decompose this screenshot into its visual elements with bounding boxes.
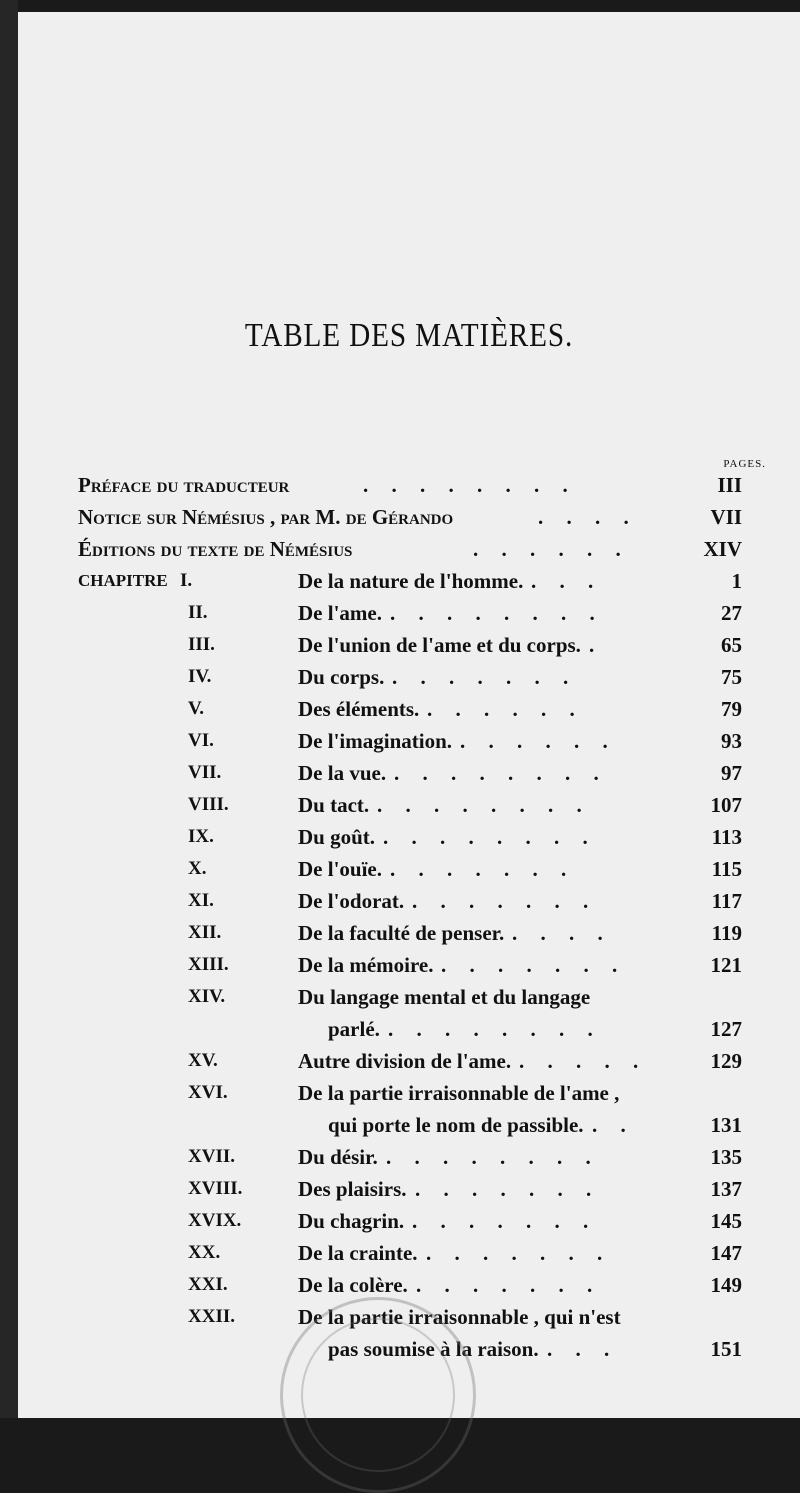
chapter-numeral: XVIX. — [188, 1210, 242, 1231]
chapter-title: Du chagrin. — [298, 1209, 405, 1233]
chapter-numeral: XXI. — [188, 1274, 228, 1295]
leader-dots: . . . . . . — [427, 697, 584, 721]
leader-dots: . . . . . . . . — [386, 1145, 600, 1169]
leader-dots: . . . . . . . — [390, 857, 576, 881]
page-number: 117 — [711, 889, 742, 913]
chapter-numeral: VIII. — [188, 794, 229, 815]
leader-dots: . . . . . . . . — [363, 473, 577, 497]
page-number: 121 — [710, 953, 742, 977]
chapter-title: De la colère. — [298, 1273, 408, 1297]
chapter-title: Du tact. — [298, 793, 370, 817]
chapter-title: De la faculté de penser. — [298, 921, 505, 945]
chapter-numeral: XV. — [188, 1050, 218, 1071]
chapter-numeral: VII. — [188, 762, 222, 783]
leader-dots: . . . . — [512, 921, 612, 945]
leader-dots: . . . — [547, 1337, 619, 1361]
page-number: 137 — [710, 1177, 742, 1201]
entry-title: Notice sur Némésius , par M. de Gérando — [78, 505, 454, 529]
chapter-numeral: XIII. — [188, 954, 229, 975]
page-number: 79 — [721, 697, 742, 721]
chapter-title: Du désir. — [298, 1145, 378, 1169]
chapter-numeral: VI. — [188, 730, 214, 751]
leader-dots: . . . . . . . — [412, 889, 598, 913]
chapter-numeral: IV. — [188, 666, 212, 687]
chapter-title-continuation: pas soumise à la raison. — [328, 1337, 539, 1361]
chapter-numeral: XII. — [188, 922, 222, 943]
chapter-title: Du corps. — [298, 665, 385, 689]
chapter-numeral: XIV. — [188, 986, 226, 1007]
leader-dots: . . . . . . . . — [390, 601, 604, 625]
page-number: 127 — [710, 1017, 742, 1041]
leader-dots: . . — [592, 1113, 635, 1137]
chapter-numeral: XVII. — [188, 1146, 235, 1167]
library-stamp — [280, 1297, 476, 1493]
page-number: 1 — [731, 569, 742, 593]
chapter-title: De la vue. — [298, 761, 387, 785]
leader-dots: . . . . . . . . — [383, 825, 597, 849]
page-number: 113 — [711, 825, 742, 849]
page-number: 119 — [711, 921, 742, 945]
leader-dots: . . . . . . . . — [388, 1017, 602, 1041]
page-number: 97 — [721, 761, 742, 785]
page-number: 129 — [710, 1049, 742, 1073]
leader-dots: . . . . . . . — [415, 1177, 601, 1201]
entry-title: Éditions du texte de Némésius — [78, 537, 353, 561]
page-number: 135 — [710, 1145, 742, 1169]
page-number: 27 — [721, 601, 742, 625]
chapter-title: Du goût. — [298, 825, 376, 849]
chapter-title: Des plaisirs. — [298, 1177, 407, 1201]
leader-dots: . . . . . . . — [412, 1209, 598, 1233]
chapter-title: De la nature de l'homme. — [298, 569, 524, 593]
chapter-numeral: V. — [188, 698, 205, 719]
page-number: 131 — [710, 1113, 742, 1137]
chapter-title: De la mémoire. — [298, 953, 434, 977]
pages-column-label: PAGES. — [723, 458, 766, 470]
leader-dots: . . . . . . . — [416, 1273, 602, 1297]
chapter-numeral: XXII. — [188, 1306, 235, 1327]
chapter-title: Du langage mental et du langage — [298, 985, 591, 1009]
leader-dots: . . . . . . . . — [377, 793, 591, 817]
chapter-numeral: IX. — [188, 826, 214, 847]
chapter-numeral: XI. — [188, 890, 214, 911]
page-number: XIV — [703, 537, 742, 561]
page-number: 151 — [710, 1337, 742, 1361]
leader-dots: . . . . . . . — [426, 1241, 612, 1265]
chapter-title: De l'ame. — [298, 601, 382, 625]
leader-dots: . . . — [531, 569, 603, 593]
leader-dots: . . . . . — [519, 1049, 648, 1073]
page-title: TABLE DES MATIÈRES. — [244, 317, 574, 354]
chapter-title: Des éléments. — [298, 697, 420, 721]
page-number: III — [717, 473, 742, 497]
chapter-numeral: II. — [188, 602, 208, 623]
chapter-title: De la partie irraisonnable , qui n'est — [298, 1305, 621, 1329]
chapter-numeral: X. — [188, 858, 207, 879]
page-number: 149 — [710, 1273, 742, 1297]
chapter-title: De l'ouïe. — [298, 857, 382, 881]
chapter-title-continuation: parlé. — [328, 1017, 380, 1041]
chapter-title: De la crainte. — [298, 1241, 418, 1265]
page-number: 147 — [710, 1241, 742, 1265]
chapter-numeral: III. — [188, 634, 215, 655]
chapter-title: Autre division de l'ame. — [298, 1049, 512, 1073]
page-number: 115 — [711, 857, 742, 881]
page-number: 65 — [721, 633, 742, 657]
chapter-title: De l'union de l'ame et du corps. — [298, 633, 581, 657]
leader-dots: . . . . — [538, 505, 638, 529]
page-number: 75 — [721, 665, 742, 689]
leader-dots: . — [589, 633, 604, 657]
scan-border — [0, 0, 18, 1418]
chapter-title: De la partie irraisonnable de l'ame , — [298, 1081, 620, 1105]
chapter-numeral: XVIII. — [188, 1178, 243, 1199]
chapter-word: CHAPITRE — [78, 571, 168, 590]
entry-title: Préface du traducteur — [78, 473, 290, 497]
page-number: 107 — [710, 793, 742, 817]
page-number: 93 — [721, 729, 742, 753]
leader-dots: . . . . . . . — [392, 665, 578, 689]
chapter-numeral: I. — [180, 570, 193, 591]
page-number: 145 — [710, 1209, 742, 1233]
chapter-numeral: XVI. — [188, 1082, 228, 1103]
leader-dots: . . . . . . . . — [394, 761, 608, 785]
page-number: VII — [710, 505, 742, 529]
leader-dots: . . . . . . — [473, 537, 630, 561]
chapter-title: De l'odorat. — [298, 889, 405, 913]
chapter-numeral: XX. — [188, 1242, 221, 1263]
leader-dots: . . . . . . . — [441, 953, 627, 977]
chapter-title-continuation: qui porte le nom de passible. — [328, 1113, 584, 1137]
chapter-title: De l'imagination. — [298, 729, 453, 753]
leader-dots: . . . . . . — [460, 729, 617, 753]
book-page — [18, 12, 800, 1418]
